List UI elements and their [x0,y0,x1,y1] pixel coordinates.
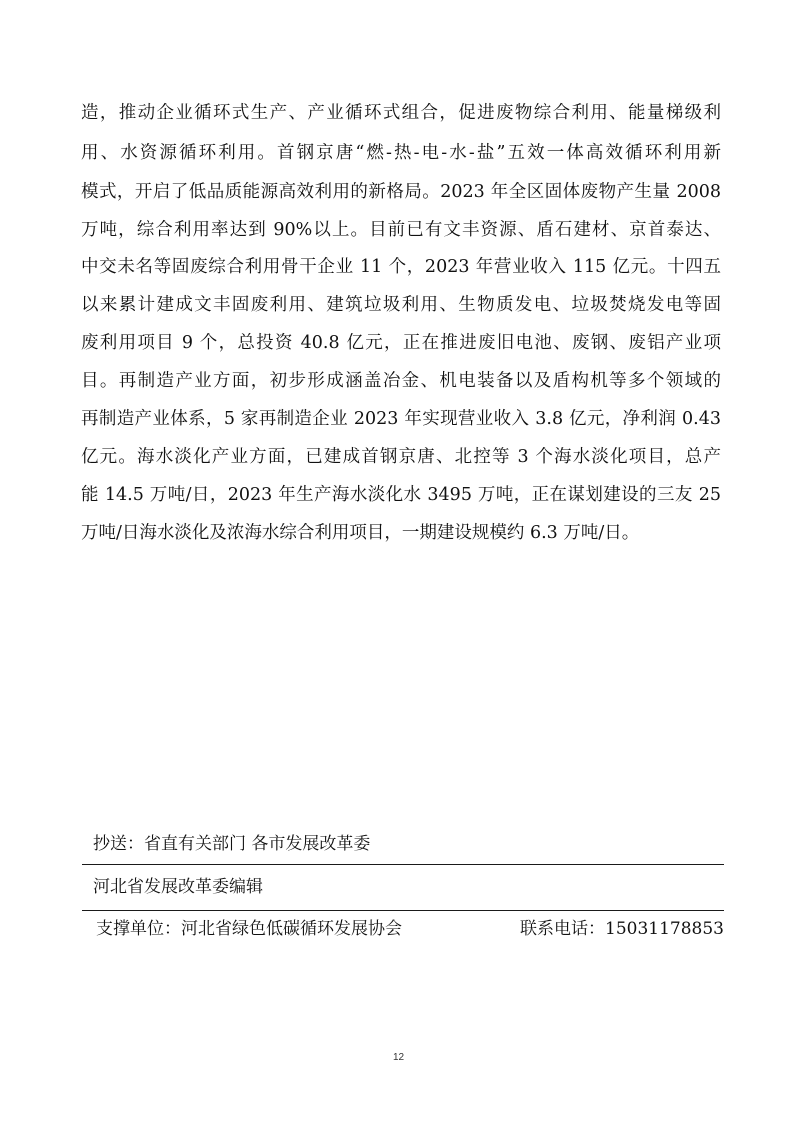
contact-phone: 联系电话：15031178853 [520,919,724,939]
footer-rule-top [82,864,724,865]
page-number: 12 [392,1052,405,1063]
body-line-5: 中交未名等固废综合利用骨干企业 11 个，2023 年营业收入 115 亿元。十四五 [81,257,721,277]
cc-line: 抄送：省直有关部门 各市发展改革委 [93,834,371,854]
body-line-11: 能 14.5 万吨/日，2023 年生产海水淡化水 3495 万吨，正在谋划建设的三友 25 [81,485,721,505]
body-line-6: 以来累计建成文丰固废利用、建筑垃圾利用、生物质发电、垃圾焚烧发电等固 [81,295,721,315]
editor-line: 河北省发展改革委编辑 [93,877,263,897]
body-line-1: 造，推动企业循环式生产、产业循环式组合，促进废物综合利用、能量梯级利 [81,103,721,123]
body-line-12: 万吨/日海水淡化及浓海水综合利用项目，一期建设规模约 6.3 万吨/日。 [81,523,640,543]
body-line-10: 亿元。海水淡化产业方面，已建成首钢京唐、北控等 3 个海水淡化项目，总产 [81,447,721,467]
body-line-9: 再制造产业体系，5 家再制造企业 2023 年实现营业收入 3.8 亿元，净利润 0.43 [81,409,721,429]
body-line-2: 用、水资源循环利用。首钢京唐“燃-热-电-水-盐”五效一体高效循环利用新 [81,143,721,163]
body-line-7: 废利用项目 9 个，总投资 40.8 亿元，正在推进废旧电池、废钢、废铝产业项 [81,333,721,353]
body-line-3: 模式，开启了低品质能源高效利用的新格局。2023 年全区固体废物产生量 2008 [81,182,721,202]
support-unit: 支撑单位：河北省绿色低碳循环发展协会 [96,919,402,939]
footer-rule-bottom [82,910,724,911]
body-line-4: 万吨，综合利用率达到 90%以上。目前已有文丰资源、盾石建材、京首泰达、 [81,220,721,240]
body-line-8: 目。再制造产业方面，初步形成涵盖冶金、机电装备以及盾构机等多个领域的 [81,371,721,391]
